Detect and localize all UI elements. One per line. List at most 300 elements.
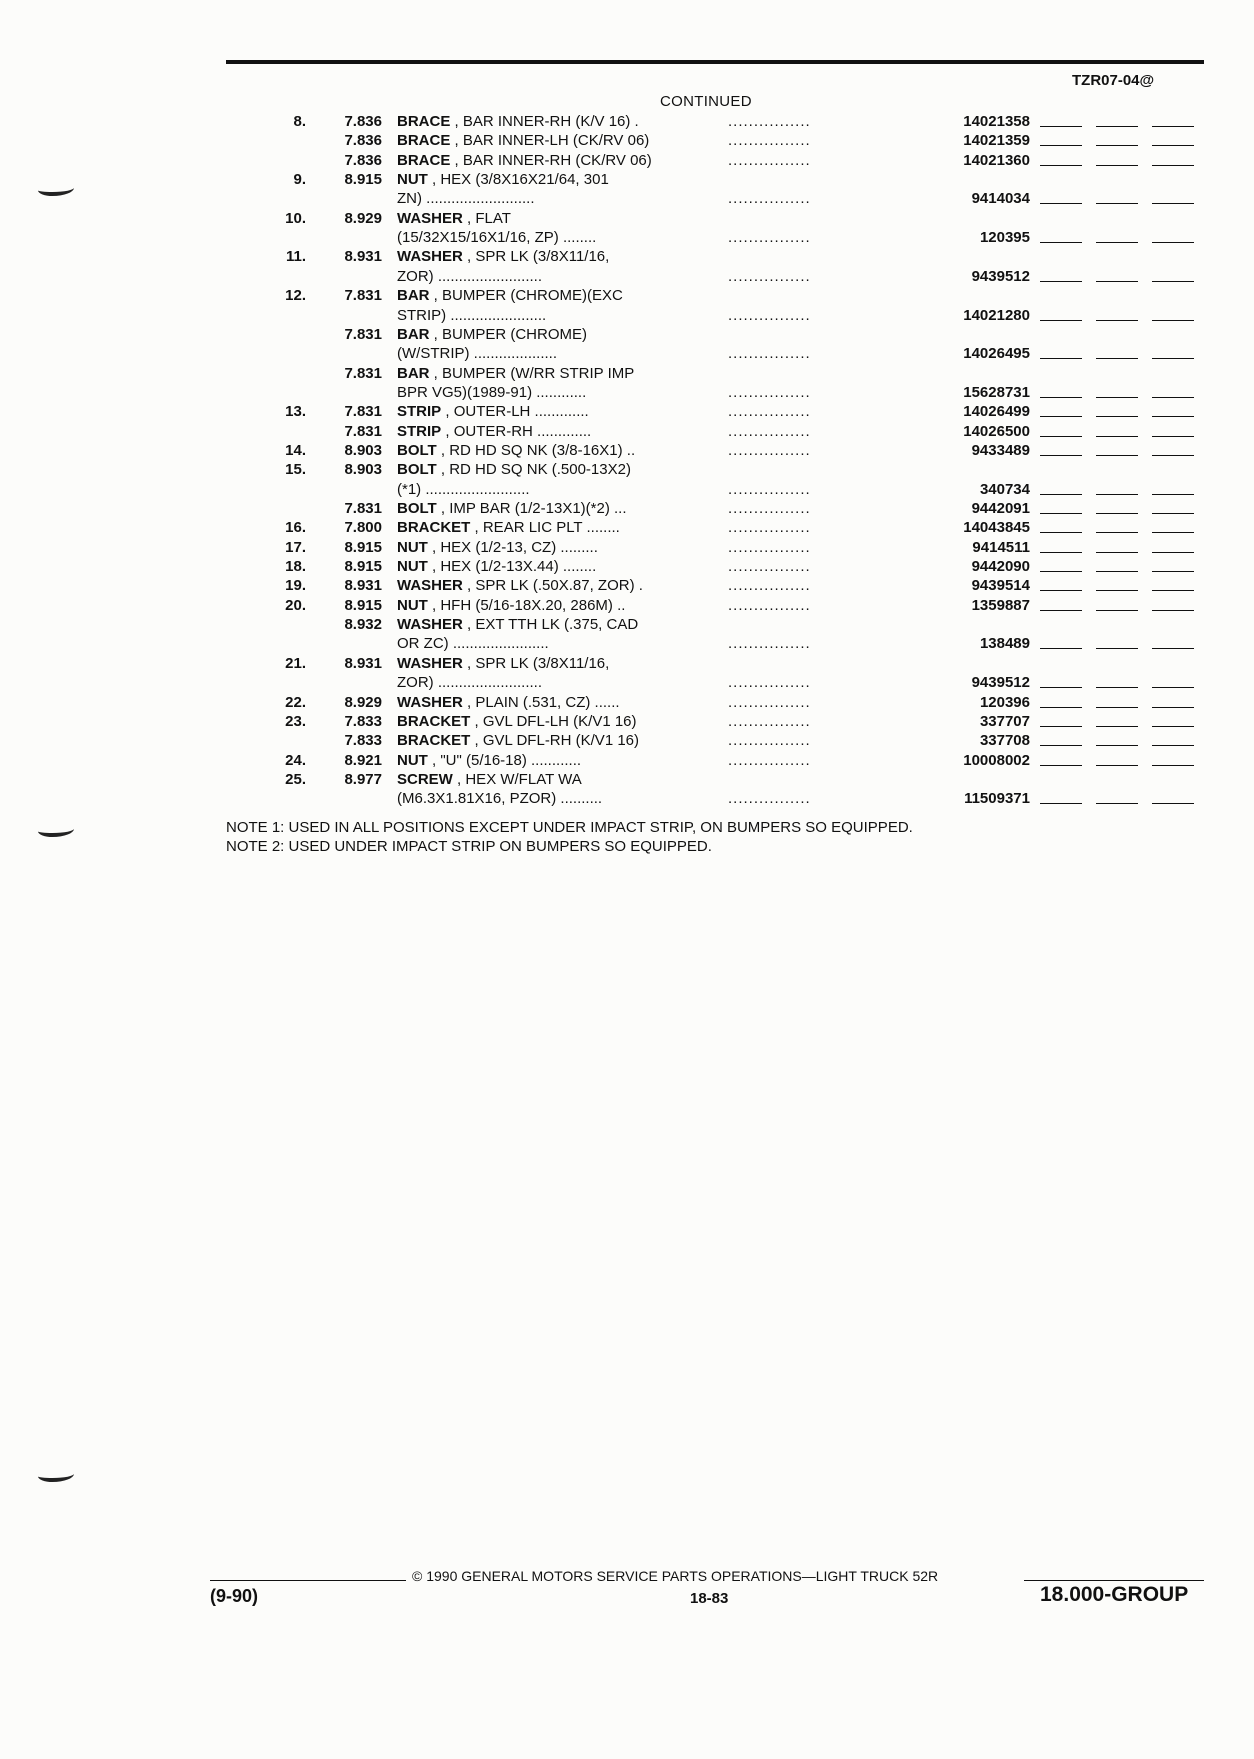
part-detail: (15/32X15/16X1/16, ZP) ........ [397, 229, 597, 246]
part-description [397, 306, 703, 325]
quantity-blank [1152, 765, 1194, 766]
quantity-blank [1096, 571, 1138, 572]
item-number: 9. [293, 171, 306, 188]
part-number: 9442090 [971, 558, 1030, 575]
item-number: 24. [285, 752, 306, 769]
part-row [0, 247, 1254, 266]
part-number: 14043845 [963, 519, 1030, 536]
page-number: 18-83 [690, 1590, 729, 1607]
group-number: 8.932 [344, 616, 382, 633]
quantity-blank [1040, 765, 1082, 766]
item-number: 23. [285, 713, 306, 730]
quantity-blank [1096, 687, 1138, 688]
quantity-blank [1152, 726, 1194, 727]
part-description [397, 460, 703, 479]
part-name: BRACKET [397, 519, 471, 536]
part-description [397, 770, 703, 789]
part-detail: STRIP) ....................... [397, 307, 547, 324]
part-name: BOLT [397, 500, 437, 517]
group-number: 7.836 [344, 113, 382, 130]
part-name: BRACKET [397, 713, 471, 730]
part-detail: (*1) ......................... [397, 481, 530, 498]
part-name: NUT [397, 597, 428, 614]
part-number: 337707 [979, 713, 1030, 730]
part-detail: (W/STRIP) .................... [397, 345, 558, 362]
quantity-blank [1040, 436, 1082, 437]
quantity-blank [1040, 726, 1082, 727]
part-number: 9439514 [971, 577, 1030, 594]
quantity-blank [1040, 610, 1082, 611]
part-name: WASHER [397, 655, 463, 672]
group-number: 7.833 [344, 732, 382, 749]
quantity-blank [1096, 165, 1138, 166]
quantity-blank [1152, 358, 1194, 359]
part-row [0, 344, 1254, 363]
footer-rule-right [1024, 1580, 1204, 1581]
quantity-blank [1040, 513, 1082, 514]
quantity-blank [1152, 552, 1194, 553]
part-description [397, 209, 703, 228]
part-description [397, 518, 703, 537]
part-number: 340734 [979, 481, 1030, 498]
part-detail: , HEX W/FLAT WA [457, 771, 582, 788]
dot-leader: ................ [728, 752, 811, 769]
part-detail: , BUMPER (CHROME)(EXC [433, 287, 623, 304]
part-detail: , GVL DFL-RH (K/V1 16) [474, 732, 640, 749]
quantity-blank [1040, 397, 1082, 398]
part-detail: , HFH (5/16-18X.20, 286M) .. [432, 597, 626, 614]
part-name: STRIP [397, 423, 442, 440]
part-row [0, 693, 1254, 712]
part-description [397, 751, 703, 770]
part-description [397, 402, 703, 421]
part-detail: , BAR INNER-RH (CK/RV 06) [454, 152, 652, 169]
quantity-blank [1040, 145, 1082, 146]
part-name: NUT [397, 752, 428, 769]
quantity-blank [1040, 165, 1082, 166]
part-description [397, 557, 703, 576]
quantity-blank [1152, 532, 1194, 533]
part-name: BRACE [397, 113, 451, 130]
part-number: 9439512 [971, 674, 1030, 691]
group-number: 8.903 [344, 461, 382, 478]
part-detail: , SPR LK (3/8X11/16, [467, 655, 610, 672]
part-row [0, 576, 1254, 595]
quantity-blank [1040, 494, 1082, 495]
part-number: 120395 [979, 229, 1030, 246]
part-description [397, 731, 703, 750]
item-number: 10. [285, 210, 306, 227]
item-number: 21. [285, 655, 306, 672]
part-detail: , OUTER-RH ............. [445, 423, 592, 440]
part-row [0, 460, 1254, 479]
part-number: 9433489 [971, 442, 1030, 459]
part-description [397, 538, 703, 557]
part-number: 10008002 [963, 752, 1030, 769]
part-description [397, 228, 703, 247]
note-2: NOTE 2: USED UNDER IMPACT STRIP ON BUMPERS SO EQUIPPED. [226, 838, 712, 855]
group-label: 18.000-GROUP [1040, 1583, 1189, 1606]
item-number: 17. [285, 539, 306, 556]
part-number: 9414511 [972, 539, 1030, 556]
part-name: WASHER [397, 694, 463, 711]
note-1: NOTE 1: USED IN ALL POSITIONS EXCEPT UNDER IMPACT STRIP, ON BUMPERS SO EQUIPPED. [226, 819, 913, 836]
part-description [397, 654, 703, 673]
part-description [397, 112, 703, 131]
quantity-blank [1152, 571, 1194, 572]
group-number: 7.836 [344, 152, 382, 169]
part-row [0, 267, 1254, 286]
item-number: 13. [285, 403, 306, 420]
part-row [0, 751, 1254, 770]
quantity-blank [1152, 397, 1194, 398]
part-number: 11509371 [964, 790, 1030, 807]
item-number: 22. [285, 694, 306, 711]
item-number: 19. [285, 577, 306, 594]
part-row [0, 480, 1254, 499]
dot-leader: ................ [728, 539, 811, 556]
part-row [0, 112, 1254, 131]
part-name: SCREW [397, 771, 453, 788]
quantity-blank [1096, 320, 1138, 321]
part-description [397, 615, 703, 634]
part-row [0, 518, 1254, 537]
dot-leader: ................ [728, 132, 811, 149]
quantity-blank [1040, 803, 1082, 804]
quantity-blank [1040, 281, 1082, 282]
quantity-blank [1096, 455, 1138, 456]
quantity-blank [1096, 494, 1138, 495]
part-row [0, 441, 1254, 460]
part-number: 14026500 [963, 423, 1030, 440]
part-row [0, 383, 1254, 402]
quantity-blank [1040, 745, 1082, 746]
quantity-blank [1040, 320, 1082, 321]
group-number: 8.977 [344, 771, 382, 788]
part-name: BOLT [397, 442, 437, 459]
quantity-blank [1096, 532, 1138, 533]
part-number: 14021358 [963, 113, 1030, 130]
part-row [0, 654, 1254, 673]
quantity-blank [1096, 610, 1138, 611]
dot-leader: ................ [728, 597, 811, 614]
part-detail: , BAR INNER-LH (CK/RV 06) [454, 132, 650, 149]
quantity-blank [1040, 707, 1082, 708]
part-row [0, 286, 1254, 305]
quantity-blank [1040, 455, 1082, 456]
part-detail: (M6.3X1.81X16, PZOR) .......... [397, 790, 603, 807]
group-number: 8.915 [344, 539, 382, 556]
group-number: 8.921 [344, 752, 382, 769]
catalog-code: TZR07-04@ [1072, 72, 1155, 89]
group-number: 7.800 [344, 519, 382, 536]
quantity-blank [1096, 707, 1138, 708]
quantity-blank [1152, 320, 1194, 321]
part-description [397, 286, 703, 305]
part-detail: , HEX (1/2-13, CZ) ......... [432, 539, 598, 556]
binder-hole-mark [38, 823, 74, 837]
binder-hole-mark [38, 1468, 74, 1482]
quantity-blank [1040, 416, 1082, 417]
quantity-blank [1152, 494, 1194, 495]
part-description [397, 441, 703, 460]
part-row [0, 325, 1254, 344]
quantity-blank [1096, 358, 1138, 359]
quantity-blank [1040, 571, 1082, 572]
part-detail: , GVL DFL-LH (K/V1 16) [474, 713, 637, 730]
part-detail: , PLAIN (.531, CZ) ...... [467, 694, 620, 711]
part-number: 120396 [979, 694, 1030, 711]
part-detail: , RD HD SQ NK (.500-13X2) [440, 461, 631, 478]
part-description [397, 247, 703, 266]
edition-date: (9-90) [210, 1586, 259, 1606]
part-number: 337708 [979, 732, 1030, 749]
quantity-blank [1152, 242, 1194, 243]
part-description [397, 673, 703, 692]
part-description [397, 344, 703, 363]
quantity-blank [1152, 745, 1194, 746]
part-description [397, 634, 703, 653]
group-number: 7.833 [344, 713, 382, 730]
quantity-blank [1152, 610, 1194, 611]
part-name: BAR [397, 365, 430, 382]
part-row [0, 557, 1254, 576]
part-detail: , HEX (1/2-13X.44) ........ [432, 558, 597, 575]
part-number: 1359887 [971, 597, 1030, 614]
group-number: 8.931 [344, 655, 382, 672]
item-number: 12. [285, 287, 306, 304]
part-name: BAR [397, 326, 430, 343]
quantity-blank [1152, 126, 1194, 127]
part-description [397, 131, 703, 150]
group-number: 8.903 [344, 442, 382, 459]
part-row [0, 209, 1254, 228]
top-rule [226, 60, 1204, 64]
quantity-blank [1152, 416, 1194, 417]
item-number: 16. [285, 519, 306, 536]
group-number: 7.836 [344, 132, 382, 149]
part-detail: , "U" (5/16-18) ............ [432, 752, 582, 769]
part-name: BRACE [397, 132, 451, 149]
part-detail: ZOR) ......................... [397, 674, 543, 691]
part-row [0, 189, 1254, 208]
dot-leader: ................ [728, 713, 811, 730]
part-name: BOLT [397, 461, 437, 478]
part-name: NUT [397, 558, 428, 575]
group-number: 8.929 [344, 210, 382, 227]
part-row [0, 789, 1254, 808]
part-row [0, 422, 1254, 441]
dot-leader: ................ [728, 481, 811, 498]
part-name: STRIP [397, 403, 442, 420]
group-number: 8.915 [344, 597, 382, 614]
quantity-blank [1040, 203, 1082, 204]
part-detail: , SPR LK (.50X.87, ZOR) . [467, 577, 643, 594]
copyright: © 1990 GENERAL MOTORS SERVICE PARTS OPERATIONS—LIGHT TRUCK 52R [412, 1568, 939, 1584]
part-detail: , REAR LIC PLT ........ [474, 519, 620, 536]
part-description [397, 267, 703, 286]
part-row [0, 596, 1254, 615]
notes [226, 818, 913, 856]
group-number: 7.831 [344, 423, 382, 440]
quantity-blank [1152, 513, 1194, 514]
part-description [397, 789, 703, 808]
quantity-blank [1096, 648, 1138, 649]
group-number: 8.915 [344, 171, 382, 188]
part-name: WASHER [397, 210, 463, 227]
part-row [0, 770, 1254, 789]
quantity-blank [1096, 436, 1138, 437]
dot-leader: ................ [728, 268, 811, 285]
part-number: 9442091 [971, 500, 1030, 517]
part-description [397, 576, 703, 595]
dot-leader: ................ [728, 519, 811, 536]
part-row [0, 538, 1254, 557]
group-number: 7.831 [344, 287, 382, 304]
quantity-blank [1040, 648, 1082, 649]
quantity-blank [1096, 145, 1138, 146]
part-detail: , BUMPER (CHROME) [433, 326, 588, 343]
quantity-blank [1096, 416, 1138, 417]
continued-label: CONTINUED [660, 93, 752, 110]
dot-leader: ................ [728, 113, 811, 130]
part-number: 138489 [979, 635, 1030, 652]
quantity-blank [1152, 455, 1194, 456]
dot-leader: ................ [728, 694, 811, 711]
part-detail: , HEX (3/8X16X21/64, 301 [432, 171, 609, 188]
dot-leader: ................ [728, 790, 811, 807]
part-number: 14026495 [963, 345, 1030, 362]
quantity-blank [1040, 126, 1082, 127]
dot-leader: ................ [728, 674, 811, 691]
item-number: 18. [285, 558, 306, 575]
part-detail: , BUMPER (W/RR STRIP IMP [433, 365, 635, 382]
quantity-blank [1096, 552, 1138, 553]
part-number: 9414034 [971, 190, 1030, 207]
group-number: 8.915 [344, 558, 382, 575]
part-name: WASHER [397, 248, 463, 265]
quantity-blank [1096, 745, 1138, 746]
quantity-blank [1152, 687, 1194, 688]
quantity-blank [1040, 687, 1082, 688]
group-number: 7.831 [344, 500, 382, 517]
part-number: 9439512 [971, 268, 1030, 285]
group-number: 8.931 [344, 577, 382, 594]
dot-leader: ................ [728, 229, 811, 246]
dot-leader: ................ [728, 423, 811, 440]
quantity-blank [1040, 358, 1082, 359]
quantity-blank [1096, 397, 1138, 398]
part-row [0, 499, 1254, 518]
quantity-blank [1096, 726, 1138, 727]
part-name: BRACE [397, 152, 451, 169]
dot-leader: ................ [728, 558, 811, 575]
quantity-blank [1096, 513, 1138, 514]
part-detail: , FLAT [467, 210, 511, 227]
part-row [0, 131, 1254, 150]
quantity-blank [1040, 590, 1082, 591]
item-number: 20. [285, 597, 306, 614]
part-detail: , EXT TTH LK (.375, CAD [467, 616, 639, 633]
group-number: 7.831 [344, 326, 382, 343]
part-number: 15628731 [963, 384, 1030, 401]
part-number: 14021280 [963, 307, 1030, 324]
part-row [0, 402, 1254, 421]
dot-leader: ................ [728, 442, 811, 459]
quantity-blank [1152, 803, 1194, 804]
group-number: 8.931 [344, 248, 382, 265]
quantity-blank [1096, 590, 1138, 591]
quantity-blank [1152, 707, 1194, 708]
quantity-blank [1096, 126, 1138, 127]
dot-leader: ................ [728, 577, 811, 594]
part-detail: OR ZC) ....................... [397, 635, 549, 652]
quantity-blank [1152, 590, 1194, 591]
quantity-blank [1096, 803, 1138, 804]
dot-leader: ................ [728, 635, 811, 652]
dot-leader: ................ [728, 152, 811, 169]
part-description [397, 189, 703, 208]
part-row [0, 615, 1254, 634]
part-description [397, 499, 703, 518]
quantity-blank [1152, 145, 1194, 146]
quantity-blank [1096, 242, 1138, 243]
part-detail: , IMP BAR (1/2-13X1)(*2) ... [440, 500, 627, 517]
dot-leader: ................ [728, 403, 811, 420]
item-number: 15. [285, 461, 306, 478]
part-name: WASHER [397, 577, 463, 594]
item-number: 25. [285, 771, 306, 788]
part-name: NUT [397, 539, 428, 556]
part-description [397, 170, 703, 189]
part-name: BRACKET [397, 732, 471, 749]
part-name: BAR [397, 287, 430, 304]
part-description [397, 712, 703, 731]
quantity-blank [1040, 552, 1082, 553]
quantity-blank [1152, 203, 1194, 204]
part-row [0, 364, 1254, 383]
part-detail: , OUTER-LH ............. [445, 403, 589, 420]
dot-leader: ................ [728, 345, 811, 362]
quantity-blank [1040, 532, 1082, 533]
part-description [397, 480, 703, 499]
item-number: 14. [285, 442, 306, 459]
part-description [397, 151, 703, 170]
part-detail: , BAR INNER-RH (K/V 16) . [454, 113, 639, 130]
part-detail: , SPR LK (3/8X11/16, [467, 248, 610, 265]
part-number: 14026499 [963, 403, 1030, 420]
quantity-blank [1096, 203, 1138, 204]
dot-leader: ................ [728, 732, 811, 749]
part-number: 14021360 [963, 152, 1030, 169]
dot-leader: ................ [728, 500, 811, 517]
part-row [0, 673, 1254, 692]
group-number: 8.929 [344, 694, 382, 711]
part-description [397, 325, 703, 344]
part-detail: BPR VG5)(1989-91) ............ [397, 384, 587, 401]
item-number: 8. [293, 113, 306, 130]
quantity-blank [1096, 281, 1138, 282]
part-row [0, 151, 1254, 170]
part-detail: , RD HD SQ NK (3/8-16X1) .. [440, 442, 636, 459]
part-name: WASHER [397, 616, 463, 633]
dot-leader: ................ [728, 384, 811, 401]
group-number: 7.831 [344, 403, 382, 420]
group-number: 7.831 [344, 365, 382, 382]
quantity-blank [1152, 648, 1194, 649]
dot-leader: ................ [728, 190, 811, 207]
quantity-blank [1040, 242, 1082, 243]
